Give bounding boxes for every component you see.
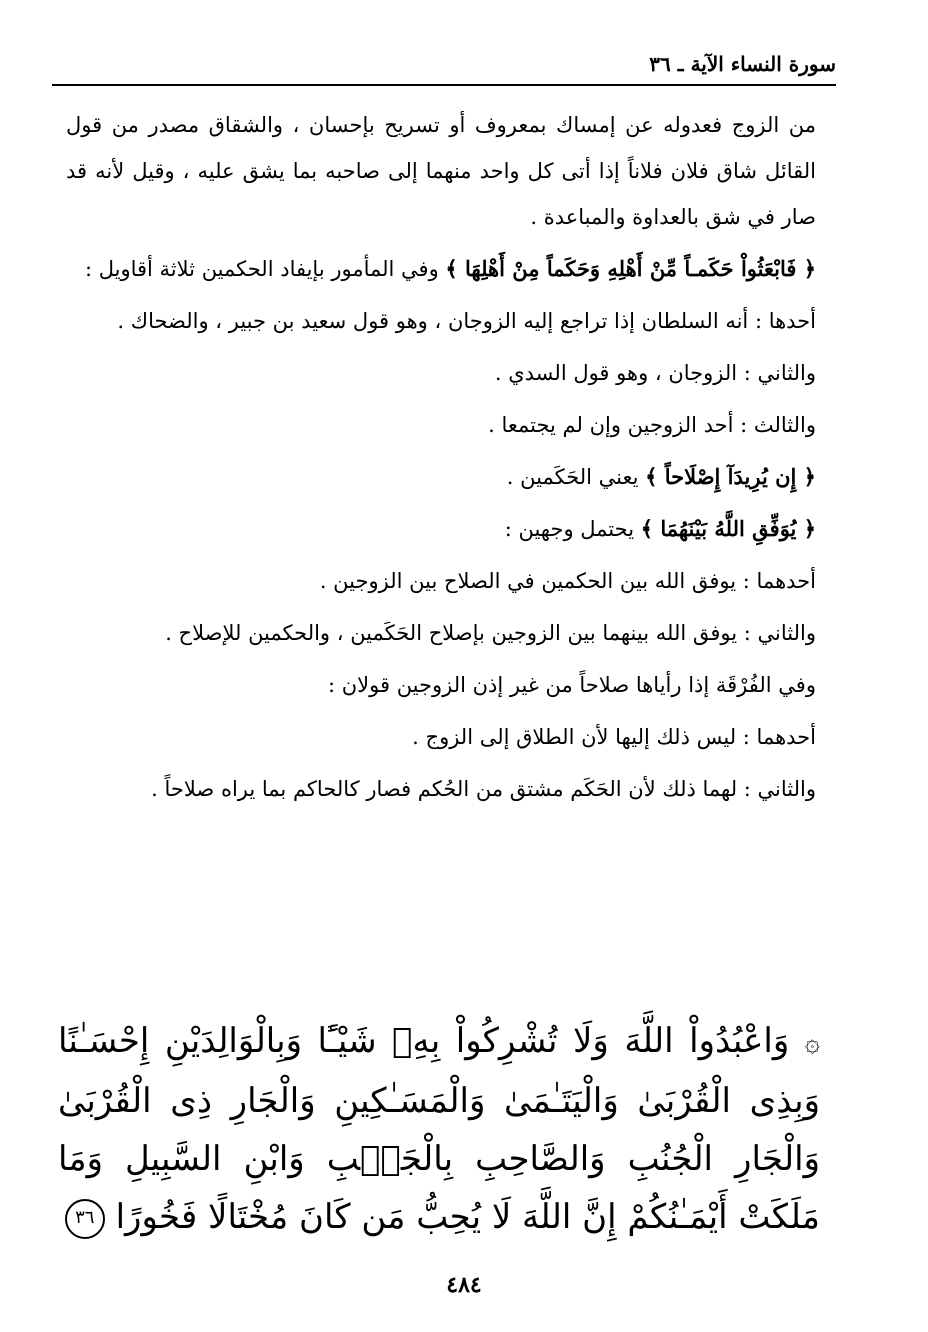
quran-quote: ﴿ فَابْعَثُواْ حَكَمـاً مِّنْ أَهْلِهِ وَحَكَماً مِنْ أَهْلِهَا ﴾	[445, 256, 816, 281]
paragraph-text: والثاني : الزوجان ، وهو قول السدي .	[494, 361, 816, 385]
verse-number-marker: ٣٦	[65, 1199, 105, 1239]
header-rule	[52, 84, 836, 86]
paragraph-text: يحتمل وجهين :	[504, 517, 641, 541]
verse-star-ornament: ۞	[804, 1028, 820, 1058]
paragraph-p3	[66, 298, 816, 344]
paragraph-text: أحدها : أنه السلطان إذا تراجع إليه الزوجان ، وهو قول سعيد بن جبير ، والضحاك .	[117, 309, 816, 333]
paragraph-p7	[66, 506, 816, 552]
paragraph-p11	[66, 714, 816, 760]
verse-text: وَاعْبُدُواْ اللَّهَ وَلَا تُشْرِكُواْ بِهِۦ شَيْـًٔا وَبِالْوَالِدَيْنِ إِحْسَـٰنًا وَبِذِى الْقُرْبَىٰ وَالْيَتَـٰمَىٰ وَالْمَسَـٰكِينِ وَالْجَارِ ذِى الْقُرْبَىٰ وَالْجَارِ الْجُنُبِ وَالصَّاحِبِ بِالْجَنۢبِ وَابْنِ السَّبِيلِ وَمَا مَلَكَتْ أَيْمَـٰنُكُمْ إِنَّ اللَّهَ لَا يُحِبُّ مَن كَانَ مُخْتَالًا فَخُورًا	[58, 1021, 820, 1237]
quran-verse-block	[58, 1012, 820, 1246]
paragraph-p5	[66, 402, 816, 448]
paragraph-text: من الزوج فعدوله عن إمساك بمعروف أو تسريح بإحسان ، والشقاق مصدر من قول القائل شاق فلان فلاناً إذا أتى كل واحد منهما إلى صاحبه بما يشق عليه ، وقيل لأنه قد صار في شق بالعداوة والمباعدة .	[66, 113, 816, 229]
quran-quote: ﴿ يُوَفِّقِ اللَّهُ بَيْنَهُمَا ﴾	[640, 516, 816, 541]
paragraph-p6	[66, 454, 816, 500]
paragraph-p12	[66, 766, 816, 812]
paragraph-text: والثاني : لهما ذلك لأن الحَكَم مشتق من الحُكم فصار كالحاكم بما يراه صلاحاً .	[151, 777, 816, 801]
quran-quote: ﴿ إِن يُرِيدَآ إِصْلَاحاً ﴾	[645, 464, 816, 489]
paragraph-text: وفي الفُرْقَة إذا رأياها صلاحاً من غير إذن الزوجين قولان :	[327, 673, 816, 697]
page-number: ٤٨٤	[446, 1272, 482, 1298]
paragraph-text: والثالث : أحد الزوجين وإن لم يجتمعا .	[488, 413, 816, 437]
paragraph-p1	[66, 102, 816, 240]
paragraph-p4	[66, 350, 816, 396]
paragraph-p2	[66, 246, 816, 292]
paragraph-text: والثاني : يوفق الله بينهما بين الزوجين بإصلاح الحَكَمين ، والحكمين للإصلاح .	[165, 621, 816, 645]
paragraph-text: أحدهما : ليس ذلك إليها لأن الطلاق إلى الزوج .	[412, 725, 816, 749]
commentary-body	[66, 102, 816, 818]
paragraph-text: أحدهما : يوفق الله بين الحكمين في الصلاح بين الزوجين .	[319, 569, 816, 593]
paragraph-p8	[66, 558, 816, 604]
paragraph-text: وفي المأمور بإيفاد الحكمين ثلاثة أقاويل :	[84, 257, 446, 281]
paragraph-p9	[66, 610, 816, 656]
paragraph-p10	[66, 662, 816, 708]
paragraph-text: يعني الحَكَمين .	[506, 465, 646, 489]
running-header: سورة النساء الآية ـ ٣٦	[649, 52, 836, 76]
